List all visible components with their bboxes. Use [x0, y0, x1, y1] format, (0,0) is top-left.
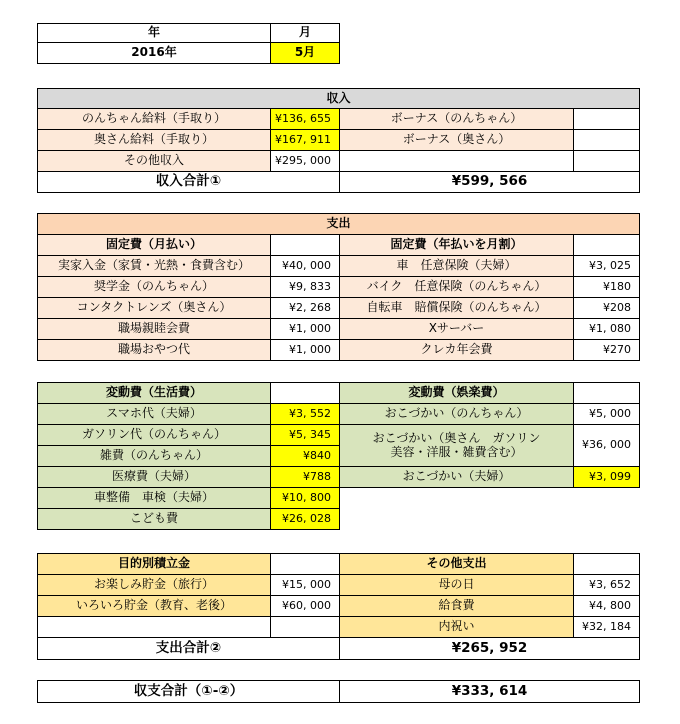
- empty-cell[interactable]: [573, 234, 640, 256]
- income-label-wife: 奥さん給料（手取り）: [37, 129, 271, 151]
- variable-living-label: 雑費（のんちゃん）: [37, 445, 271, 467]
- fixed-monthly-label: 職場親睦会費: [37, 318, 271, 340]
- expense-title: 支出: [37, 213, 640, 235]
- balance-label: 収支合計（①-②）: [37, 680, 340, 703]
- variable-living-value[interactable]: ¥3, 552: [270, 403, 340, 425]
- fixed-monthly-value[interactable]: ¥2, 268: [270, 297, 340, 319]
- variable-living-value[interactable]: ¥840: [270, 445, 340, 467]
- fixed-yearly-label: 自転車 賠償保険（のんちゃん）: [339, 297, 574, 319]
- variable-fun-label-multiline: [339, 424, 574, 467]
- empty-cell[interactable]: [573, 150, 640, 172]
- fixed-yearly-value[interactable]: ¥180: [573, 276, 640, 298]
- fixed-yearly-header: 固定費（年払いを月割）: [339, 234, 574, 256]
- year-value[interactable]: 2016年: [37, 42, 271, 64]
- fixed-yearly-label: Xサーバー: [339, 318, 574, 340]
- savings-label: いろいろ貯金（教育、老後）: [37, 595, 271, 617]
- bonus-value-husband[interactable]: [573, 108, 640, 130]
- variable-living-value[interactable]: ¥10, 800: [270, 487, 340, 509]
- income-label-other: その他収入: [37, 150, 271, 172]
- other-expense-value[interactable]: ¥3, 652: [573, 574, 640, 596]
- variable-living-label: こども費: [37, 508, 271, 530]
- variable-fun-label: おこづかい（のんちゃん）: [339, 403, 574, 425]
- variable-living-label: スマホ代（夫婦）: [37, 403, 271, 425]
- income-value-husband[interactable]: ¥136, 655: [270, 108, 340, 130]
- empty-cell[interactable]: [270, 234, 340, 256]
- fixed-yearly-value[interactable]: ¥208: [573, 297, 640, 319]
- other-expense-label: 内祝い: [339, 616, 574, 638]
- bonus-label-husband: ボーナス（のんちゃん）: [339, 108, 574, 130]
- fixed-yearly-value[interactable]: ¥270: [573, 339, 640, 361]
- expense-total-value[interactable]: ¥265, 952: [339, 637, 640, 660]
- variable-fun-value[interactable]: ¥5, 000: [573, 403, 640, 425]
- other-expense-label: 母の日: [339, 574, 574, 596]
- fixed-monthly-label: 奨学金（のんちゃん）: [37, 276, 271, 298]
- income-value-other[interactable]: ¥295, 000: [270, 150, 340, 172]
- fixed-monthly-header: 固定費（月払い）: [37, 234, 271, 256]
- month-value[interactable]: 5月: [270, 42, 340, 64]
- income-title: 収入: [37, 88, 640, 109]
- variable-living-header: 変動費（生活費）: [37, 382, 271, 404]
- fixed-monthly-value[interactable]: ¥40, 000: [270, 255, 340, 277]
- expense-total-label: 支出合計②: [37, 637, 340, 660]
- empty-cell[interactable]: [270, 382, 340, 404]
- variable-fun-value[interactable]: ¥36, 000: [573, 424, 640, 467]
- month-header: 月: [270, 23, 340, 43]
- empty-cell[interactable]: [573, 382, 640, 404]
- variable-fun-label-line2: 美容・洋服・雑費含む）: [390, 444, 523, 459]
- fixed-yearly-label: 車 任意保険（夫婦）: [339, 255, 574, 277]
- empty-cell[interactable]: [573, 553, 640, 575]
- fixed-monthly-value[interactable]: ¥1, 000: [270, 339, 340, 361]
- empty-cell[interactable]: [339, 150, 574, 172]
- balance-value[interactable]: ¥333, 614: [339, 680, 640, 703]
- savings-value[interactable]: ¥15, 000: [270, 574, 340, 596]
- year-header: 年: [37, 23, 271, 43]
- bonus-label-wife: ボーナス（奥さん）: [339, 129, 574, 151]
- fixed-monthly-label: 職場おやつ代: [37, 339, 271, 361]
- variable-fun-label: おこづかい（夫婦）: [339, 466, 574, 488]
- variable-fun-value[interactable]: ¥3, 099: [573, 466, 640, 488]
- other-expense-value[interactable]: ¥4, 800: [573, 595, 640, 617]
- variable-fun-header: 変動費（娯楽費）: [339, 382, 574, 404]
- fixed-yearly-value[interactable]: ¥1, 080: [573, 318, 640, 340]
- variable-fun-label-line1: おこづかい（奥さん ガソリン: [372, 430, 541, 445]
- income-total-value[interactable]: ¥599, 566: [339, 171, 640, 193]
- income-total-label: 収入合計①: [37, 171, 340, 193]
- variable-living-value[interactable]: ¥26, 028: [270, 508, 340, 530]
- bonus-value-wife[interactable]: [573, 129, 640, 151]
- fixed-monthly-label: 実家入金（家賃・光熱・食費含む）: [37, 255, 271, 277]
- variable-living-value[interactable]: ¥5, 345: [270, 424, 340, 446]
- other-expense-label: 給食費: [339, 595, 574, 617]
- other-expense-header: その他支出: [339, 553, 574, 575]
- fixed-yearly-label: バイク 任意保険（のんちゃん）: [339, 276, 574, 298]
- variable-living-label: 車整備 車検（夫婦）: [37, 487, 271, 509]
- savings-value[interactable]: ¥60, 000: [270, 595, 340, 617]
- empty-cell[interactable]: [270, 616, 340, 638]
- savings-label: お楽しみ貯金（旅行）: [37, 574, 271, 596]
- fixed-monthly-label: コンタクトレンズ（奥さん）: [37, 297, 271, 319]
- savings-header: 目的別積立金: [37, 553, 271, 575]
- variable-living-label: ガソリン代（のんちゃん）: [37, 424, 271, 446]
- empty-cell[interactable]: [37, 616, 271, 638]
- variable-living-value[interactable]: ¥788: [270, 466, 340, 488]
- income-label-husband: のんちゃん給料（手取り）: [37, 108, 271, 130]
- other-expense-value[interactable]: ¥32, 184: [573, 616, 640, 638]
- fixed-yearly-value[interactable]: ¥3, 025: [573, 255, 640, 277]
- fixed-monthly-value[interactable]: ¥9, 833: [270, 276, 340, 298]
- fixed-yearly-label: クレカ年会費: [339, 339, 574, 361]
- variable-living-label: 医療費（夫婦）: [37, 466, 271, 488]
- income-value-wife[interactable]: ¥167, 911: [270, 129, 340, 151]
- empty-cell[interactable]: [270, 553, 340, 575]
- fixed-monthly-value[interactable]: ¥1, 000: [270, 318, 340, 340]
